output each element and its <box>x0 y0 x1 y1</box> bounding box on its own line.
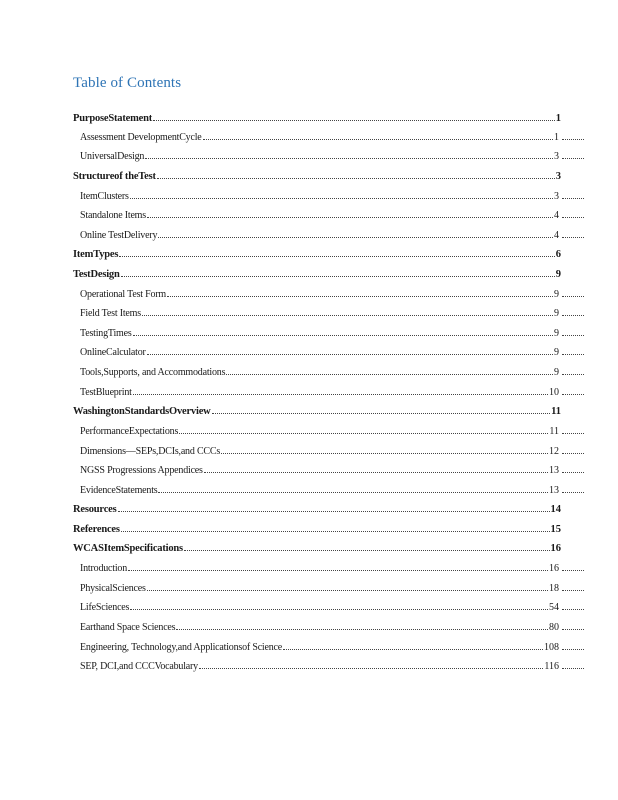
dot-leader <box>121 275 555 277</box>
toc-entry[interactable] <box>73 170 561 184</box>
dot-leader-tail <box>562 138 584 140</box>
toc-entry[interactable] <box>80 366 584 380</box>
toc-entry[interactable] <box>73 268 561 282</box>
dot-leader <box>147 589 548 591</box>
dot-leader-tail <box>562 393 584 395</box>
toc-entry-label: Structureof theTest <box>73 171 156 182</box>
toc-entry[interactable] <box>73 405 561 419</box>
dot-leader-tail <box>562 569 584 571</box>
dot-leader <box>119 255 554 257</box>
toc-entry-page-number: 54 <box>549 602 559 613</box>
dot-leader <box>142 314 553 316</box>
dot-leader-tail <box>562 216 584 218</box>
toc-entry-page-number: 14 <box>550 504 561 515</box>
toc-entry-page-number: 3 <box>554 151 559 162</box>
dot-leader <box>221 452 548 454</box>
toc-entry-page-number: 12 <box>549 446 559 457</box>
dot-leader <box>199 667 543 669</box>
dot-leader <box>204 471 548 473</box>
dot-leader <box>176 628 548 630</box>
toc-entry-page-number: 6 <box>555 249 561 260</box>
dot-leader-tail <box>562 608 584 610</box>
toc-entry[interactable] <box>73 523 561 537</box>
dot-leader <box>145 157 553 159</box>
dot-leader <box>203 138 553 140</box>
toc-entry[interactable] <box>80 288 584 302</box>
toc-entry-label: EvidenceStatements <box>80 485 158 496</box>
toc-entry-label: PhysicalSciences <box>80 583 146 594</box>
toc-entry-label: PerformanceExpectations <box>80 426 179 437</box>
toc-entry[interactable] <box>80 484 584 498</box>
toc-entry-label: Assessment DevelopmentCycle <box>80 132 202 143</box>
dot-leader <box>118 510 550 512</box>
toc-entry-label: Introduction <box>80 563 128 574</box>
toc-entry-page-number: 80 <box>549 622 559 633</box>
toc-entry-page-number: 9 <box>554 347 559 358</box>
toc-entry-label: Dimensions—SEPs,DCIs,and CCCs <box>80 446 221 457</box>
dot-leader <box>167 295 553 297</box>
toc-entry[interactable] <box>80 582 584 596</box>
toc-entry-page-number: 4 <box>554 210 559 221</box>
toc-entry-label: OnlineCalculator <box>80 347 146 358</box>
dot-leader <box>184 549 550 551</box>
toc-entry-page-number: 16 <box>550 543 561 554</box>
toc-entry[interactable] <box>80 464 584 478</box>
toc-entry-label: PurposeStatement <box>73 113 153 124</box>
toc-entry-label: SEP, DCI,and CCCVocabulary <box>80 661 198 672</box>
toc-entry[interactable] <box>80 386 584 400</box>
dot-leader <box>128 569 548 571</box>
toc-entry-label: TestDesign <box>73 269 120 280</box>
toc-entry-label: Field Test Items <box>80 308 141 319</box>
dot-leader-tail <box>562 432 584 434</box>
toc-entry-label: UniversalDesign <box>80 151 145 162</box>
toc-entry-page-number: 108 <box>544 642 559 653</box>
toc-entry[interactable] <box>80 190 584 204</box>
toc-entry-page-number: 11 <box>549 426 559 437</box>
toc-title: Table of Contents <box>73 75 182 91</box>
toc-entry-page-number: 9 <box>555 269 561 280</box>
toc-entry[interactable] <box>80 327 584 341</box>
toc-entry[interactable] <box>80 229 584 243</box>
toc-entry-label: NGSS Progressions Appendices <box>80 465 203 476</box>
toc-entry[interactable] <box>80 425 584 439</box>
toc-entry-label: References <box>73 524 120 535</box>
dot-leader-tail <box>562 589 584 591</box>
dot-leader-tail <box>562 197 584 199</box>
toc-entry[interactable] <box>80 621 584 635</box>
toc-entry-label: WCASItemSpecifications <box>73 543 183 554</box>
dot-leader <box>133 334 553 336</box>
dot-leader-tail <box>562 491 584 493</box>
toc-entry-label: ItemClusters <box>80 191 129 202</box>
dot-leader-tail <box>562 295 584 297</box>
toc-entry-page-number: 15 <box>550 524 561 535</box>
toc-entry-label: LifeSciences <box>80 602 130 613</box>
toc-entry-label: Standalone Items <box>80 210 146 221</box>
dot-leader-tail <box>562 628 584 630</box>
toc-entry-page-number: 9 <box>554 367 559 378</box>
toc-entry-label: ItemTypes <box>73 249 119 260</box>
dot-leader <box>212 412 551 414</box>
toc-entry-label: WashingtonStandardsOverview <box>73 406 211 417</box>
dot-leader <box>179 432 548 434</box>
dot-leader <box>130 197 553 199</box>
dot-leader <box>153 119 555 121</box>
dot-leader-tail <box>562 667 584 669</box>
toc-entry-page-number: 4 <box>554 230 559 241</box>
toc-entry-page-number: 18 <box>549 583 559 594</box>
toc-entry-label: Tools,Supports, and Accommodations <box>80 367 226 378</box>
toc-entry-label: Earthand Space Sciences <box>80 622 176 633</box>
dot-leader <box>133 393 548 395</box>
toc-entry[interactable] <box>73 542 561 556</box>
dot-leader <box>158 491 548 493</box>
toc-entry-label: Engineering, Technology,and Applicationsof Science <box>80 642 283 653</box>
dot-leader <box>283 648 543 650</box>
toc-entry[interactable] <box>80 150 584 164</box>
toc-entry-page-number: 9 <box>554 308 559 319</box>
dot-leader-tail <box>562 157 584 159</box>
toc-entry[interactable] <box>80 346 584 360</box>
toc-entry-page-number: 16 <box>549 563 559 574</box>
dot-leader <box>130 608 548 610</box>
dot-leader-tail <box>562 452 584 454</box>
dot-leader-tail <box>562 471 584 473</box>
toc-entry[interactable] <box>80 131 584 145</box>
toc-entry-page-number: 1 <box>554 132 559 143</box>
toc-entry[interactable] <box>80 660 584 674</box>
toc-entry-label: Online TestDelivery <box>80 230 158 241</box>
dot-leader <box>147 216 553 218</box>
toc-entry-page-number: 10 <box>549 387 559 398</box>
dot-leader-tail <box>562 314 584 316</box>
toc-entry-page-number: 13 <box>549 465 559 476</box>
toc-entry[interactable] <box>80 307 584 321</box>
dot-leader-tail <box>562 334 584 336</box>
dot-leader <box>158 236 553 238</box>
dot-leader <box>121 530 550 532</box>
dot-leader-tail <box>562 373 584 375</box>
toc-entry[interactable] <box>73 112 561 126</box>
toc-entry[interactable] <box>80 641 584 655</box>
toc-entry[interactable] <box>80 209 584 223</box>
dot-leader-tail <box>562 353 584 355</box>
dot-leader <box>157 177 555 179</box>
toc-entry-page-number: 9 <box>554 289 559 300</box>
dot-leader-tail <box>562 236 584 238</box>
dot-leader <box>147 353 553 355</box>
toc-entry[interactable] <box>80 601 584 615</box>
toc-entry-label: Resources <box>73 504 117 515</box>
toc-entry-page-number: 1 <box>555 113 561 124</box>
toc-entry-page-number: 3 <box>554 191 559 202</box>
toc-entry-page-number: 11 <box>551 406 561 417</box>
toc-entry-page-number: 116 <box>544 661 559 672</box>
toc-entry-label: TestBlueprint <box>80 387 132 398</box>
toc-entry-page-number: 3 <box>555 171 561 182</box>
toc-entry[interactable] <box>80 445 584 459</box>
toc-entry-page-number: 9 <box>554 328 559 339</box>
dot-leader <box>226 373 553 375</box>
toc-entry[interactable] <box>73 248 561 262</box>
toc-entry-label: TestingTimes <box>80 328 132 339</box>
toc-entry-label: Operational Test Form <box>80 289 167 300</box>
toc-entry-page-number: 13 <box>549 485 559 496</box>
toc-entry[interactable] <box>80 562 584 576</box>
dot-leader-tail <box>562 648 584 650</box>
toc-entry[interactable] <box>73 503 561 517</box>
